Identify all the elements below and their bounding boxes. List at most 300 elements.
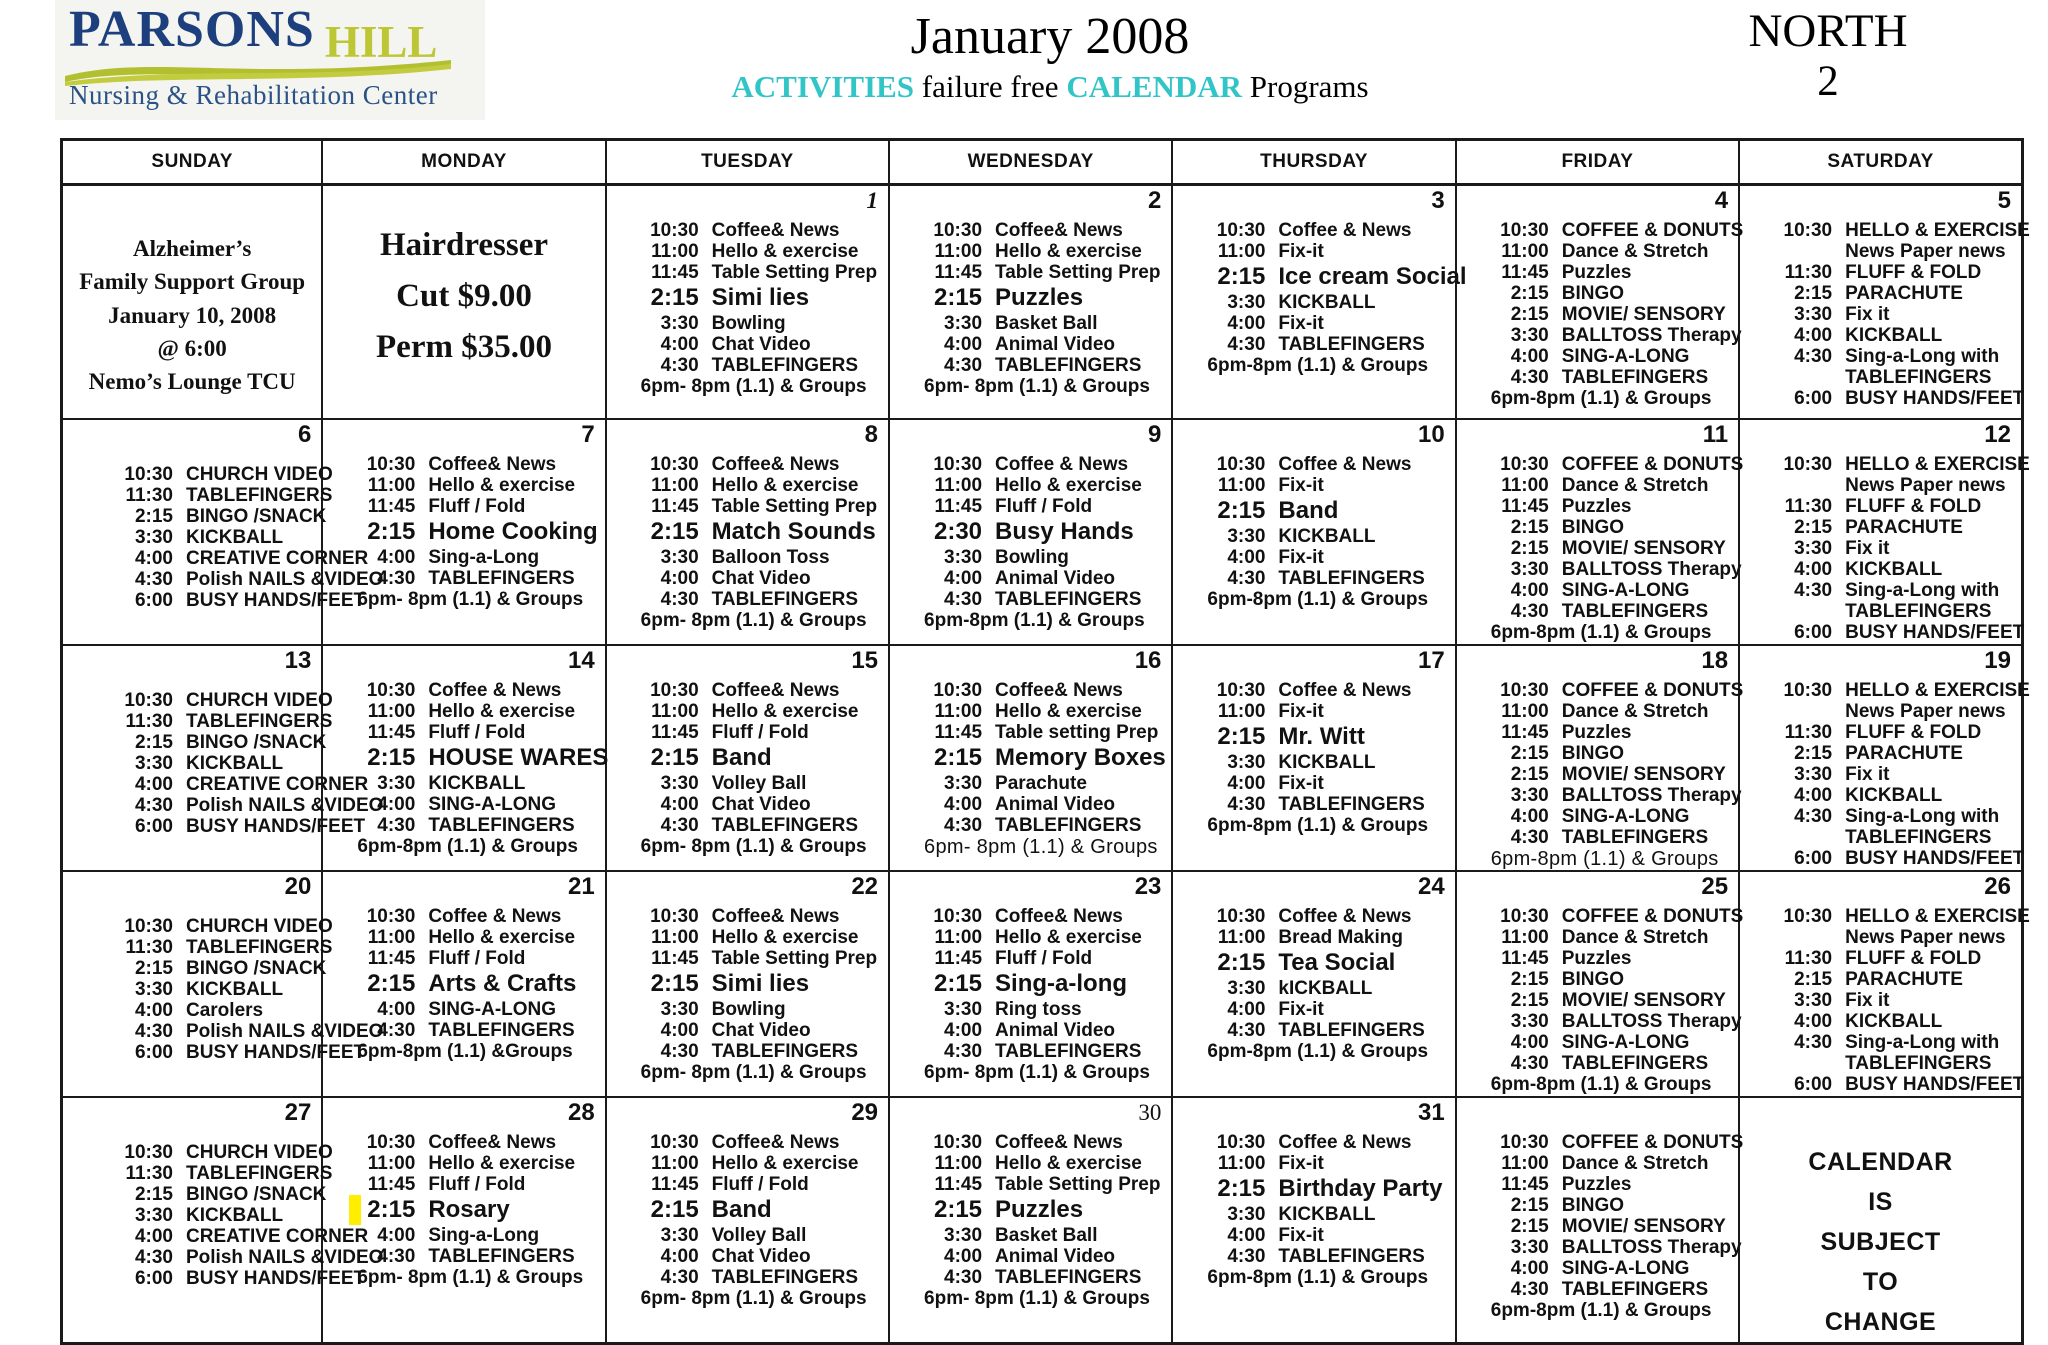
event-row xyxy=(633,313,884,334)
event-row xyxy=(349,948,600,969)
event-time: 2:15 xyxy=(1510,516,1549,538)
event-row xyxy=(107,1267,366,1289)
event-footer: 6pm- 8pm (1.1) & Groups xyxy=(924,1287,1150,1309)
event-time: 2:15 xyxy=(134,957,173,979)
event-time: 2:15 xyxy=(650,743,699,771)
event-time: 11:00 xyxy=(1217,926,1266,948)
day-header-saturday: SATURDAY xyxy=(1739,140,2022,185)
note-line: @ 6:00 xyxy=(157,336,227,362)
event-row xyxy=(1766,905,2030,927)
event-time: 3:30 xyxy=(1227,751,1266,773)
event-activity: Dance & Stretch xyxy=(1561,926,1709,948)
event-row xyxy=(1483,1195,1734,1216)
event-time: 3:30 xyxy=(1794,304,1833,325)
event-row xyxy=(1199,752,1450,773)
event-activity: KICKBALL xyxy=(186,978,284,1000)
event-activity: MOVIE/ SENSORY xyxy=(1561,304,1726,325)
week-row-4 xyxy=(62,871,2023,1097)
event-row xyxy=(633,220,884,241)
event-activity: BUSY HANDS/FEET xyxy=(186,589,366,611)
event-row xyxy=(1483,453,1744,475)
event-row xyxy=(916,722,1167,743)
subtitle-calendar: CALENDAR xyxy=(1066,69,1243,105)
event-time: 4:00 xyxy=(944,1019,983,1041)
event-time: 3:30 xyxy=(1794,537,1833,559)
event-time: 3:30 xyxy=(1794,763,1833,785)
event-activity: Fix it xyxy=(1845,304,1890,325)
event-time: 4:00 xyxy=(1510,805,1549,827)
event-row xyxy=(349,454,600,475)
event-row xyxy=(916,794,1167,815)
event-activity: TABLEFINGERS xyxy=(428,1245,575,1267)
event-activity: Fluff / Fold xyxy=(428,721,526,743)
day-cell-5 xyxy=(1739,185,2030,419)
event-row xyxy=(633,701,884,722)
event-time: 11:00 xyxy=(367,926,416,948)
event-activity: TABLEFINGERS xyxy=(1278,1019,1425,1041)
event-time: 4:00 xyxy=(660,1019,699,1041)
event-activity: TABLEFINGERS xyxy=(1278,567,1425,589)
day-cell-w5c7 xyxy=(1739,1097,2022,1344)
event-activity: Band xyxy=(711,743,772,771)
event-time: 4:00 xyxy=(660,334,699,355)
day-number: 31 xyxy=(1418,1098,1445,1126)
event-time: 11:00 xyxy=(1501,1152,1549,1174)
event-time: 10:30 xyxy=(366,679,416,701)
event-time: 4:30 xyxy=(1794,346,1833,367)
event-activity: SING-A-LONG xyxy=(1561,1257,1690,1279)
event-row xyxy=(916,969,1167,999)
event-row xyxy=(349,547,600,568)
day-cell-12 xyxy=(1739,419,2030,645)
event-time: 3:30 xyxy=(660,1224,699,1246)
calendar-header-row xyxy=(62,140,2023,185)
event-activity: TABLEFINGERS xyxy=(711,1040,859,1062)
event-activity: TABLEFINGERS xyxy=(186,1162,333,1184)
events-list xyxy=(1457,220,1744,410)
event-row xyxy=(1199,1246,1450,1267)
event-row xyxy=(633,1267,884,1288)
event-time: 11:30 xyxy=(125,1162,173,1184)
event-time: 11:45 xyxy=(934,721,983,743)
event-row xyxy=(1483,346,1734,367)
event-activity: PARACHUTE xyxy=(1845,742,1963,764)
event-time: 3:30 xyxy=(1227,525,1266,547)
event-row xyxy=(633,517,884,547)
event-activity: SING-A-LONG xyxy=(1561,346,1690,367)
event-row xyxy=(107,1183,327,1205)
event-activity: TABLEFINGERS xyxy=(1561,1278,1709,1300)
event-footer: 6pm-8pm (1.1) & Groups xyxy=(357,835,578,857)
event-footer: 6pm- 8pm (1.1) & Groups xyxy=(640,1287,867,1309)
event-row xyxy=(916,262,1167,283)
event-time: 2:15 xyxy=(134,505,173,527)
event-activity: BINGO xyxy=(1561,283,1625,304)
event-activity: Puzzles xyxy=(1561,721,1632,743)
events-list xyxy=(607,454,888,632)
event-activity: Tea Social xyxy=(1278,948,1396,976)
event-time: 6:00 xyxy=(134,589,173,611)
events-list xyxy=(1173,220,1467,377)
event-row xyxy=(916,454,1167,475)
event-time: 10:30 xyxy=(124,463,173,485)
event-activity: CREATIVE CORNER xyxy=(186,547,369,569)
event-row xyxy=(916,496,1167,517)
event-time xyxy=(1766,367,1832,388)
event-row xyxy=(107,773,369,795)
day-number: 28 xyxy=(567,1098,595,1126)
event-row xyxy=(1199,1153,1450,1174)
day-cell-20 xyxy=(62,871,384,1097)
event-activity: Arts & Crafts xyxy=(428,969,577,997)
event-time: 11:45 xyxy=(934,495,983,517)
event-time: 2:15 xyxy=(1510,1215,1549,1237)
event-row xyxy=(916,220,1167,241)
event-row xyxy=(1199,680,1450,701)
event-row xyxy=(916,517,1167,547)
event-time: 4:00 xyxy=(1794,325,1833,346)
event-row xyxy=(633,1195,884,1225)
event-activity: Sing-a-long xyxy=(995,969,1128,997)
event-activity: Busy Hands xyxy=(995,517,1134,545)
event-row xyxy=(633,454,884,475)
event-time: 11:00 xyxy=(651,474,699,496)
event-activity: BUSY HANDS/FEET xyxy=(186,1041,366,1063)
event-activity: TABLEFINGERS xyxy=(995,814,1142,836)
event-activity: Coffee& News xyxy=(428,1131,557,1153)
event-row xyxy=(1199,978,1450,999)
event-row xyxy=(107,689,333,711)
event-time: 4:00 xyxy=(377,998,416,1020)
cell-note xyxy=(323,220,604,373)
event-row xyxy=(633,262,884,283)
day-cell-4 xyxy=(1456,185,1744,419)
day-cell-11 xyxy=(1456,419,1744,645)
event-row xyxy=(633,927,884,948)
event-row xyxy=(107,979,317,1000)
event-time: 11:00 xyxy=(1217,474,1266,496)
event-activity: TABLEFINGERS xyxy=(711,355,859,376)
day-number: 11 xyxy=(1702,420,1729,448)
event-activity: CHURCH VIDEO xyxy=(186,463,333,485)
event-time: 3:30 xyxy=(660,546,699,568)
event-row xyxy=(1199,220,1450,241)
event-row xyxy=(1483,538,1734,559)
logo-wordmark xyxy=(69,1,471,67)
event-activity: Hello & exercise xyxy=(995,1152,1142,1174)
event-row xyxy=(1199,927,1450,948)
event-time: 4:00 xyxy=(944,334,983,355)
event-activity: Basket Ball xyxy=(995,313,1098,334)
event-activity: Puzzles xyxy=(1561,947,1632,969)
event-row xyxy=(107,589,366,611)
day-cell-14 xyxy=(322,645,609,871)
event-activity: Puzzles xyxy=(995,284,1084,311)
event-time: 4:00 xyxy=(1227,772,1266,794)
day-header-row xyxy=(62,140,2023,185)
event-row xyxy=(107,1225,369,1247)
day-number: 23 xyxy=(1134,872,1162,900)
day-number: 13 xyxy=(284,646,312,674)
event-row xyxy=(349,1195,600,1225)
event-time xyxy=(1766,475,1832,496)
event-row xyxy=(1483,220,1744,241)
event-row xyxy=(1766,283,2017,304)
event-activity: PARACHUTE xyxy=(1845,283,1963,304)
event-row xyxy=(1199,262,1467,292)
event-row xyxy=(1766,453,2030,475)
event-time: 3:30 xyxy=(660,998,699,1020)
event-footer: 6pm-8pm (1.1) & Groups xyxy=(924,609,1145,631)
event-activity: Memory Boxes xyxy=(995,743,1166,771)
event-activity: COFFEE & DONUTS xyxy=(1561,905,1744,927)
event-time: 11:00 xyxy=(1501,241,1549,262)
note-line: CHANGE xyxy=(1824,1307,1937,1336)
event-row xyxy=(1483,1131,1744,1153)
event-row xyxy=(349,722,600,743)
event-time: 3:30 xyxy=(134,526,173,548)
event-row xyxy=(1483,679,1744,701)
note-line: Nemo’s Lounge TCU xyxy=(88,369,296,395)
event-activity: COFFEE & DONUTS xyxy=(1561,1131,1744,1153)
event-time: 4:30 xyxy=(1794,579,1833,601)
event-activity: KICKBALL xyxy=(428,772,526,794)
event-time: 3:30 xyxy=(944,998,983,1020)
event-time: 10:30 xyxy=(650,453,699,475)
event-activity: TABLEFINGERS xyxy=(428,567,575,589)
event-time: 4:00 xyxy=(944,1245,983,1267)
day-cell-18 xyxy=(1456,645,1744,871)
event-footer: 6pm- 8pm (1.1) & Groups xyxy=(357,588,584,610)
event-time: 2:15 xyxy=(367,517,416,545)
event-row xyxy=(1483,558,1742,580)
event-activity: FLUFF & FOLD xyxy=(1845,947,1982,969)
event-time: 2:15 xyxy=(933,284,983,311)
event-row xyxy=(1199,773,1450,794)
event-time: 11:00 xyxy=(1217,1152,1266,1174)
event-activity: TABLEFINGERS xyxy=(711,1266,859,1288)
event-row xyxy=(1483,1258,1734,1279)
event-time: 2:15 xyxy=(1794,283,1833,304)
event-activity: FLUFF & FOLD xyxy=(1845,495,1982,517)
event-activity: Animal Video xyxy=(995,1019,1116,1041)
event-activity: CHURCH VIDEO xyxy=(186,689,333,711)
event-activity: Hello & exercise xyxy=(428,1152,576,1174)
event-time: 11:45 xyxy=(367,947,416,969)
event-row xyxy=(1766,517,2017,538)
event-time: 11:45 xyxy=(934,947,983,969)
events-list xyxy=(607,1132,888,1310)
day-header-tuesday: TUESDAY xyxy=(606,140,889,185)
event-row xyxy=(916,1246,1167,1267)
event-row xyxy=(1483,990,1734,1011)
event-row xyxy=(1483,475,1734,496)
event-time: 10:30 xyxy=(650,679,699,701)
event-row xyxy=(349,927,600,948)
event-activity: BINGO /SNACK xyxy=(186,505,327,527)
event-activity: TABLEFINGERS xyxy=(1561,367,1709,388)
event-activity: Fix-it xyxy=(1278,998,1324,1020)
event-activity: Fix-it xyxy=(1278,546,1324,568)
day-cell-15 xyxy=(606,645,889,871)
event-activity: KICKBALL xyxy=(1845,325,1943,346)
event-activity: Fix-it xyxy=(1278,241,1324,262)
event-time: 4:30 xyxy=(377,814,416,836)
day-number: 1 xyxy=(866,188,879,213)
event-activity: Fluff / Fold xyxy=(995,495,1093,517)
event-activity: TABLEFINGERS xyxy=(711,814,859,836)
event-time: 4:30 xyxy=(377,567,416,589)
event-time: 4:00 xyxy=(660,793,699,815)
event-row xyxy=(633,1041,884,1062)
event-activity: Hello & exercise xyxy=(711,926,859,948)
day-number: 20 xyxy=(284,872,312,900)
event-row xyxy=(1766,325,2017,346)
event-activity: SING-A-LONG xyxy=(1561,1031,1690,1053)
event-time: 2:15 xyxy=(1794,516,1833,538)
event-row xyxy=(349,999,600,1020)
event-time: 3:30 xyxy=(944,313,983,334)
event-row xyxy=(107,915,333,937)
day-number: 21 xyxy=(567,872,595,900)
event-row xyxy=(916,475,1167,496)
event-time: 11:45 xyxy=(1501,495,1549,517)
events-list xyxy=(1740,679,2030,869)
event-footer: 6pm- 8pm (1.1) & Groups xyxy=(924,835,1158,858)
event-activity: Bowling xyxy=(995,546,1069,568)
event-activity: Polish NAILS &VIDEO xyxy=(186,568,384,590)
event-time: 10:30 xyxy=(933,1131,983,1153)
title-block xyxy=(500,8,1600,105)
day-number: 10 xyxy=(1418,420,1445,448)
day-cell-26 xyxy=(1739,871,2030,1097)
event-activity: Fix-it xyxy=(1278,772,1324,794)
event-row xyxy=(1483,367,1734,388)
event-activity: Coffee & News xyxy=(428,905,562,927)
event-row xyxy=(107,568,384,590)
event-activity: Coffee& News xyxy=(711,679,840,701)
event-activity: Fix-it xyxy=(1278,1152,1324,1174)
event-activity: HELLO & EXERCISE xyxy=(1845,220,2030,241)
events-list xyxy=(1457,453,1744,644)
event-row xyxy=(1199,701,1450,722)
event-time: 4:00 xyxy=(1510,579,1549,601)
event-time: 4:30 xyxy=(660,814,699,836)
event-time: 4:30 xyxy=(1794,805,1833,827)
event-row xyxy=(1766,346,2017,367)
event-activity: KICKBALL xyxy=(1278,525,1376,547)
event-time: 11:00 xyxy=(367,700,416,722)
day-number: 2 xyxy=(1148,187,1162,214)
cell-note xyxy=(1740,1142,2021,1342)
event-time: 4:30 xyxy=(660,588,699,610)
event-activity: Hello & exercise xyxy=(711,241,859,262)
events-list xyxy=(63,689,384,837)
event-activity: Hello & exercise xyxy=(995,241,1142,262)
event-activity: Coffee & News xyxy=(1278,905,1412,927)
event-activity: PARACHUTE xyxy=(1845,968,1963,990)
events-list xyxy=(323,454,604,611)
event-time: 4:30 xyxy=(377,1019,416,1041)
event-row xyxy=(107,484,333,506)
event-time: 11:00 xyxy=(651,926,699,948)
event-activity: COFFEE & DONUTS xyxy=(1561,679,1744,701)
event-activity: Coffee & News xyxy=(1278,679,1412,701)
event-time: 10:30 xyxy=(1500,220,1549,241)
event-time: 4:30 xyxy=(377,1245,416,1267)
event-row xyxy=(916,743,1167,773)
event-activity: Hello & exercise xyxy=(428,926,576,948)
event-time: 11:45 xyxy=(1501,721,1549,743)
event-row xyxy=(916,355,1167,376)
day-cell-19 xyxy=(1739,645,2030,871)
event-row xyxy=(107,1162,333,1184)
event-row xyxy=(1766,927,2017,948)
event-time: 3:30 xyxy=(1510,1236,1549,1258)
event-row xyxy=(633,680,884,701)
event-activity: Bowling xyxy=(711,998,786,1020)
event-row xyxy=(349,1020,600,1041)
day-number: 9 xyxy=(1148,420,1162,448)
events-list xyxy=(607,680,888,858)
event-time: 4:30 xyxy=(1510,367,1549,388)
event-time: 4:00 xyxy=(1510,346,1549,367)
event-time: 11:45 xyxy=(651,947,699,969)
event-row xyxy=(916,680,1167,701)
event-activity: News Paper news xyxy=(1845,241,2006,262)
event-activity: TABLEFINGERS xyxy=(1278,1245,1425,1267)
event-row xyxy=(349,1153,600,1174)
event-activity: TABLEFINGERS xyxy=(1845,1052,1992,1074)
event-time: 4:00 xyxy=(377,793,416,815)
event-row xyxy=(107,1020,384,1042)
day-number: 17 xyxy=(1418,646,1445,674)
event-activity: TABLEFINGERS xyxy=(428,1019,575,1041)
event-activity: HELLO & EXERCISE xyxy=(1845,905,2030,927)
event-row xyxy=(1483,262,1734,283)
event-activity: Volley Ball xyxy=(711,1224,807,1246)
event-activity: Polish NAILS &VIDEO xyxy=(186,1246,384,1268)
event-row xyxy=(1766,601,2017,622)
event-activity: Match Sounds xyxy=(711,517,876,545)
event-time: 10:30 xyxy=(1783,679,1833,701)
event-activity: Coffee & News xyxy=(428,679,562,701)
event-time: 4:30 xyxy=(1510,600,1549,622)
event-activity: Fix-it xyxy=(1278,313,1324,334)
event-activity: Simi lies xyxy=(711,284,810,311)
event-row xyxy=(1766,806,2017,827)
event-activity: Fluff / Fold xyxy=(711,1173,809,1195)
event-activity: HELLO & EXERCISE xyxy=(1845,679,2030,701)
event-row xyxy=(633,815,884,836)
event-row xyxy=(1199,1020,1450,1041)
page-title: January 2008 xyxy=(910,8,1190,65)
event-row xyxy=(916,241,1167,262)
event-row xyxy=(916,948,1167,969)
event-row xyxy=(1483,701,1734,722)
event-row xyxy=(633,743,884,773)
event-row xyxy=(1483,496,1734,517)
event-activity: Sing-a-Long with xyxy=(1845,346,2000,367)
event-time: 10:30 xyxy=(1216,453,1266,475)
events-list xyxy=(890,220,1171,398)
events-list xyxy=(1173,906,1454,1063)
event-row xyxy=(349,701,600,722)
event-row xyxy=(1199,241,1450,262)
event-time: 3:30 xyxy=(134,978,173,1000)
event-time: 2:15 xyxy=(650,517,699,545)
event-activity: KICKBALL xyxy=(1845,558,1943,580)
